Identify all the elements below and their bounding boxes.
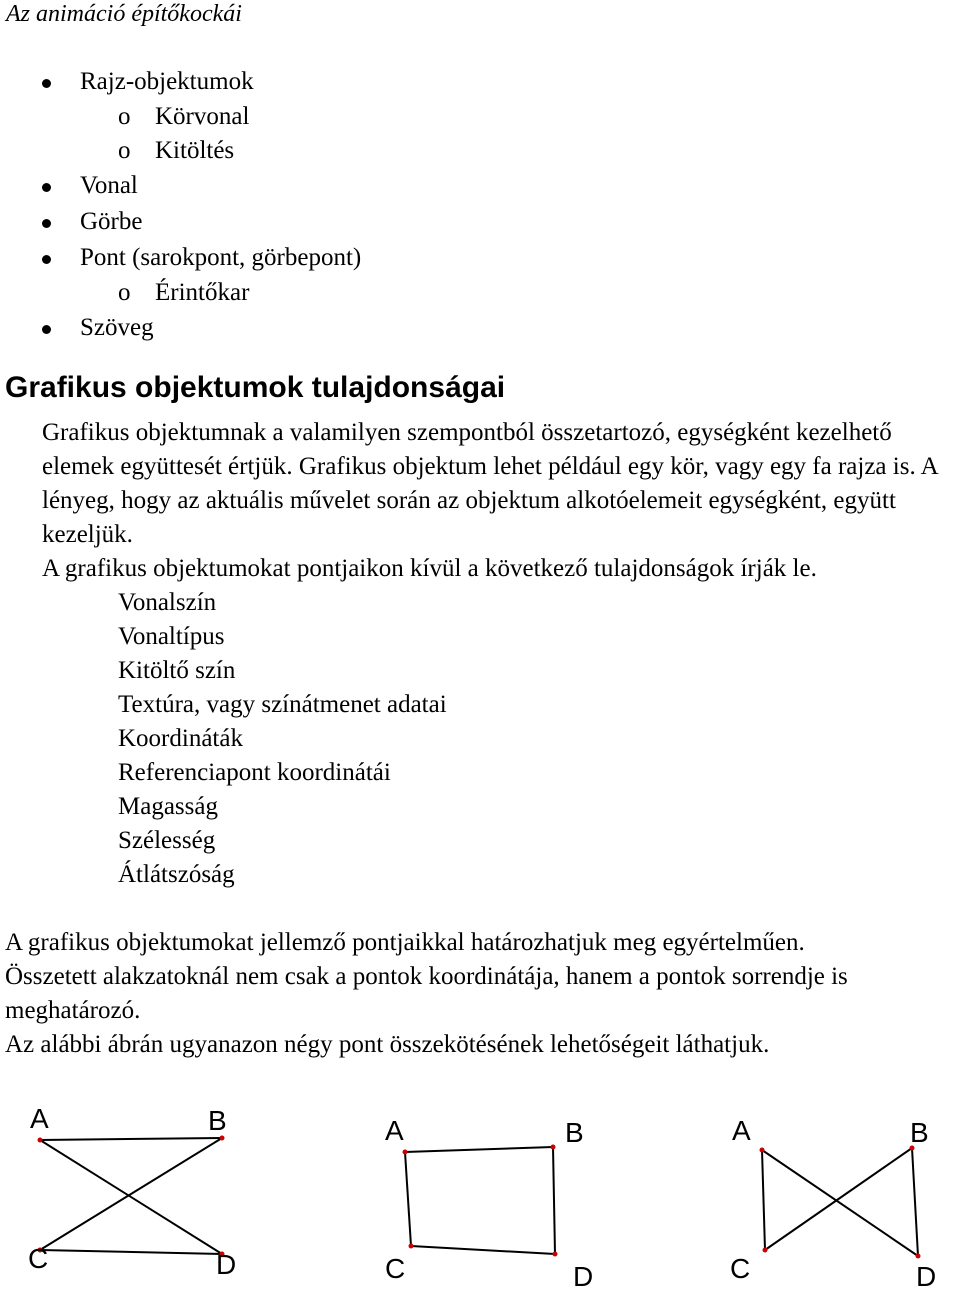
point-a [760,1148,765,1153]
point-b [220,1136,225,1141]
point-c [763,1248,768,1253]
edge-c-a [405,1152,411,1246]
point-a [38,1138,43,1143]
bullet-icon [42,183,51,192]
list-item-label: Pont (sarokpont, görbepont) [80,244,362,271]
label-a: A [30,1103,49,1134]
label-a: A [732,1115,751,1146]
point-b [551,1145,556,1150]
label-c: C [385,1253,406,1284]
label-a: A [385,1115,404,1146]
label-b: B [565,1117,584,1148]
sub-list-item-label: Kitöltés [155,137,235,164]
bullet-icon [42,325,51,334]
edge-a-c [762,1150,765,1250]
property-item: Koordináták [118,725,243,752]
diagram-rectangle [375,1090,655,1300]
property-item: Kitöltő szín [118,657,236,684]
edge-d-c [411,1246,555,1254]
list-item-label: Rajz-objektumok [80,68,254,95]
label-c: C [730,1253,751,1284]
property-item: Textúra, vagy színátmenet adatai [118,691,447,718]
section-title: Grafikus objektumok tulajdonságai [5,371,506,404]
list-item [0,310,361,346]
diagram-bowtie [720,1090,960,1300]
label-c: C [28,1243,49,1274]
edge-d-a [762,1150,918,1256]
list-item-label: Görbe [80,208,143,235]
bullet-icon [42,79,51,88]
edge-a-d [40,1140,222,1254]
sub-list [0,276,361,310]
edge-a-b [405,1147,553,1152]
circle-bullet-icon: o [118,137,131,164]
label-b: B [208,1105,227,1136]
edge-c-b [765,1148,912,1250]
property-list [118,586,447,892]
intro-paragraph-properties: A grafikus objektumokat pontjaikon kívül a következő tulajdonságok írják le. [42,555,817,582]
list-item-label: Szöveg [80,314,154,341]
label-d: D [573,1261,594,1292]
edge-b-d [553,1147,555,1254]
property-item: Referenciapont koordinátái [118,759,391,786]
point-a [403,1150,408,1155]
label-d: D [216,1249,237,1280]
label-b: B [910,1117,929,1148]
property-item: Szélesség [118,827,216,854]
list-item [0,168,361,204]
bottom-text-block [5,926,955,1062]
sub-list-item-label: Körvonal [155,103,250,130]
page-header: Az animáció építőkockái [6,1,242,27]
list-item [0,204,361,240]
property-item: Vonaltípus [118,623,225,650]
sub-list-item [0,100,361,134]
list-item [0,240,361,276]
sub-list-item-label: Érintőkar [155,279,250,306]
intro-block [42,416,957,586]
edge-c-d [40,1250,222,1254]
list-item-label: Vonal [80,172,138,199]
point-d [553,1252,558,1257]
intro-paragraph: Grafikus objektumnak a valamilyen szempontból összetartozó, egységként kezelhető elemek együttesét értjük. Grafikus objektum lehet például egy kör, vagy egy fa rajza is. A lényeg, hogy az aktuális művelet során az objektum alkotóelemeit egységként, együtt kezeljük. [42,419,938,548]
circle-bullet-icon: o [118,279,131,306]
bottom-paragraph: Az alábbi ábrán ugyanazon négy pont összekötésének lehetőségeit láthatjuk. [5,1031,770,1058]
object-type-list [0,64,361,346]
sub-list-item [0,276,361,310]
point-d [916,1254,921,1259]
circle-bullet-icon: o [118,103,131,130]
edge-a-b [40,1138,222,1140]
sub-list-container [0,276,361,310]
sub-list-container [0,100,361,168]
property-item: Átlátszóság [118,861,235,888]
bottom-paragraph: Összetett alakzatoknál nem csak a pontok koordinátája, hanem a pontok sorrendje is meghatározó. [5,963,848,1024]
point-c [409,1244,414,1249]
diagram-crossed [20,1090,300,1300]
edge-b-d [912,1148,918,1256]
sub-list [0,100,361,168]
property-item: Vonalszín [118,589,217,616]
property-item: Magasság [118,793,218,820]
edge-b-c [40,1138,222,1250]
bottom-paragraph: A grafikus objektumokat jellemző pontjaikkal határozhatjuk meg egyértelműen. [5,929,805,956]
bullet-icon [42,219,51,228]
sub-list-item [0,134,361,168]
label-d: D [916,1261,937,1292]
list-item [0,64,361,100]
bullet-icon [42,255,51,264]
